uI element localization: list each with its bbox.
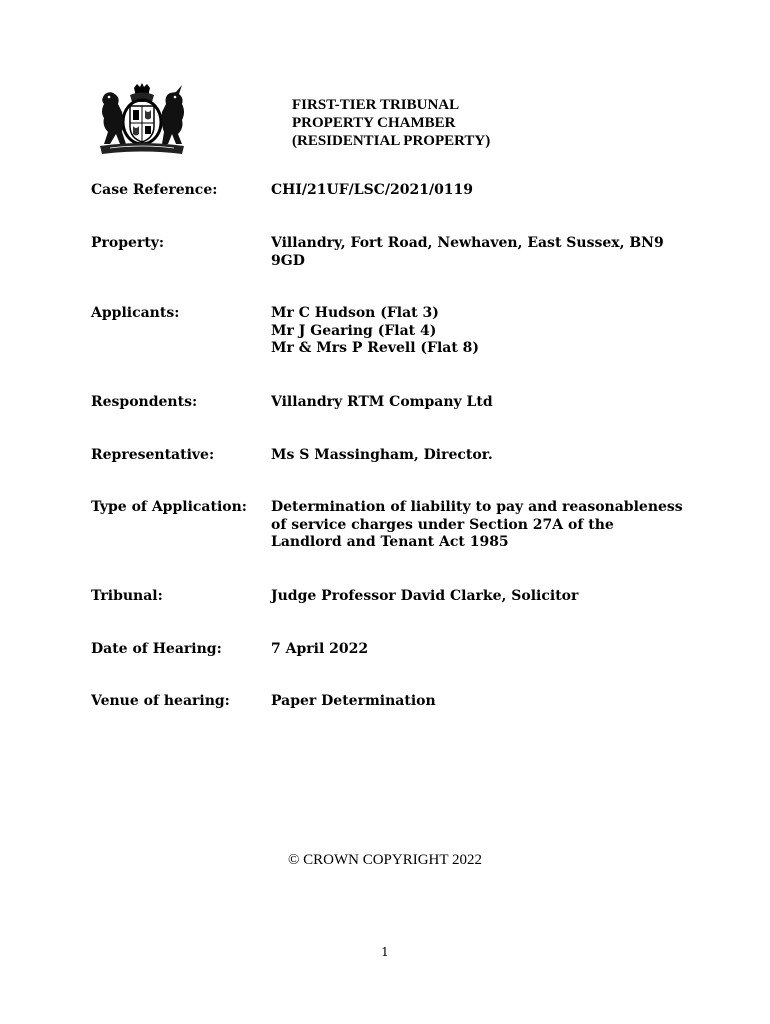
field-values bbox=[271, 693, 691, 711]
field-label: Representative: bbox=[91, 447, 215, 463]
header-line-1: FIRST-TIER TRIBUNAL bbox=[292, 97, 460, 113]
field-label: Type of Application: bbox=[91, 499, 247, 515]
header-line-3: (RESIDENTIAL PROPERTY) bbox=[292, 133, 491, 149]
field-values bbox=[271, 394, 691, 412]
field-values bbox=[271, 182, 691, 200]
field-value: Paper Determination bbox=[271, 693, 436, 709]
field-value: CHI/21UF/LSC/2021/0119 bbox=[271, 182, 474, 198]
page-number: 1 bbox=[381, 945, 389, 959]
field-value: Judge Professor David Clarke, Solicitor bbox=[271, 588, 579, 604]
field-value: Mr J Gearing (Flat 4) bbox=[271, 322, 437, 339]
field-label: Date of Hearing: bbox=[91, 641, 222, 657]
field-label: Respondents: bbox=[91, 394, 198, 410]
field-label: Property: bbox=[91, 235, 165, 251]
copyright-text: © CROWN COPYRIGHT 2022 bbox=[287, 852, 483, 868]
field-label: Tribunal: bbox=[91, 588, 163, 604]
field-values bbox=[271, 641, 691, 659]
field-values bbox=[271, 305, 691, 358]
field-value: 7 April 2022 bbox=[271, 641, 369, 657]
field-label: Applicants: bbox=[91, 305, 180, 321]
field-label: Case Reference: bbox=[91, 182, 218, 198]
field-value: of service charges under Section 27A of the bbox=[271, 516, 614, 533]
field-value: Determination of liability to pay and reasonableness bbox=[271, 499, 683, 515]
field-value: Mr C Hudson (Flat 3) bbox=[271, 305, 439, 321]
royal-coat-of-arms-icon bbox=[96, 82, 188, 158]
field-values bbox=[271, 588, 691, 606]
field-value: 9GD bbox=[271, 252, 305, 269]
tribunal-header bbox=[292, 96, 490, 150]
field-values bbox=[271, 235, 691, 270]
field-value: Villandry RTM Company Ltd bbox=[271, 394, 493, 410]
header-line-2: PROPERTY CHAMBER bbox=[292, 115, 456, 131]
field-value: Villandry, Fort Road, Newhaven, East Sussex, BN9 bbox=[271, 235, 664, 251]
field-values bbox=[271, 499, 691, 552]
field-label: Venue of hearing: bbox=[91, 693, 230, 709]
copyright-notice bbox=[0, 852, 770, 869]
field-value: Landlord and Tenant Act 1985 bbox=[271, 534, 509, 550]
field-values bbox=[271, 447, 691, 465]
field-value: Mr & Mrs P Revell (Flat 8) bbox=[271, 340, 480, 356]
field-value: Ms S Massingham, Director. bbox=[271, 447, 493, 463]
